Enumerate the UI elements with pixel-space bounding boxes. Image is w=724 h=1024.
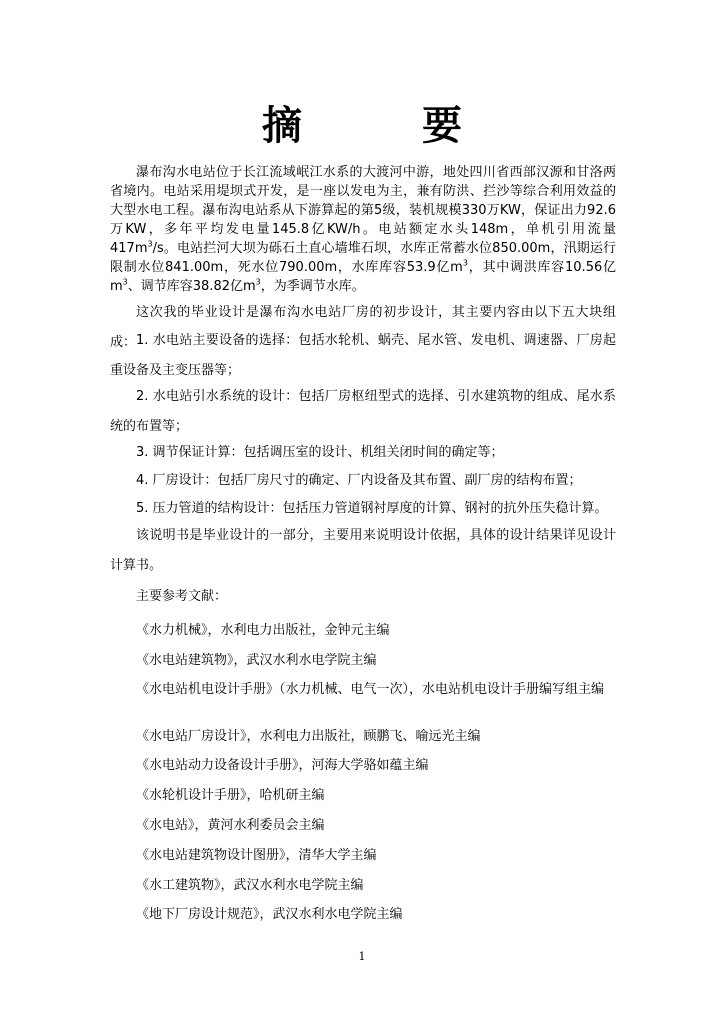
reference-item: 《水电站建筑物》，武汉水利水电学院主编: [136, 653, 377, 668]
reference-item: 《水电站厂房设计》，水利电力出版社，顾鹏飞、喻远光主编: [136, 729, 481, 744]
abstract-paragraph: [110, 163, 616, 296]
reference-item: 《水电站》，黄河水利委员会主编: [136, 818, 325, 833]
abstract-text: 瀑布沟水电站位于长江流域岷江水系的大渡河中游，地处四川省西部汉源和甘洛两省境内。电站采用堤坝式开发，是一座以发电为主，兼有防洪、拦沙等综合利用效益的大型水电工程。瀑布沟电站系从下游算起的第5级，装机规模330万KW，保证出力92.6万KW，多年平均发电量145.8亿KW/h。电站额定水头148m，单机引用流量417m: [110, 165, 616, 256]
design-item-2: 2. 水电站引水系统的设计：包括厂房枢纽型式的选择、引水建筑物的组成、尾水系统的布置等；: [110, 389, 616, 434]
reference-item: 《水电站建筑物设计图册》，清华大学主编: [136, 848, 377, 863]
abstract-text: ，为季调节水库。: [260, 279, 365, 294]
design-closing: 该说明书是毕业设计的一部分，主要用来说明设计依据，具体的设计结果详见设计计算书。: [110, 528, 616, 573]
reference-item: 《水轮机设计手册》，哈机研主编: [136, 788, 325, 803]
superscript: 3: [462, 258, 468, 268]
reference-item: 《水工建筑物》，武汉水利水电学院主编: [136, 878, 364, 893]
design-item-5: 5. 压力管道的结构设计：包括压力管道钢衬厚度的计算、钢衬的抗外压失稳计算。: [136, 501, 608, 516]
reference-item: 《地下厂房设计规范》，武汉水利水电学院主编: [136, 907, 403, 922]
design-item-4: 4. 厂房设计：包括厂房尺寸的确定、厂内设备及其布置、副厂房的结构布置；: [136, 473, 582, 488]
page-title: 摘 要: [262, 103, 502, 149]
page-number: 1: [358, 950, 366, 963]
design-intro: 这次我的毕业设计是瀑布沟水电站厂房的初步设计，其主要内容由以下五大块组成：: [110, 305, 616, 350]
references-heading: 主要参考文献：: [136, 589, 228, 604]
abstract-text: ，其中调洪库容10.56亿m: [110, 260, 616, 294]
design-item-3: 3. 调节保证计算：包括调压室的设计、机组关闭时间的确定等；: [136, 445, 504, 460]
design-item-1: 1. 水电站主要设备的选择：包括水轮机、蜗壳、尾水管、发电机、调速器、厂房起重设备及主变压器等；: [110, 333, 616, 378]
superscript: 3: [147, 239, 153, 249]
reference-item: 《水力机械》，水利电力出版社，金钟元主编: [136, 623, 390, 638]
abstract-text: /s。电站拦河大坝为砾石土直心墙堆石坝，水库正常蓄水位850.00m，汛期运行限制水位841.00m，死水位790.00m，水库库容53.9亿m: [110, 241, 616, 275]
superscript: 3: [122, 277, 128, 287]
superscript: 3: [255, 277, 261, 287]
reference-item: 《水电站动力设备设计手册》，河海大学骆如蕴主编: [136, 758, 429, 773]
reference-item: 《水电站机电设计手册》（水力机械、电气一次），水电站机电设计手册编写组主编: [136, 682, 605, 697]
abstract-text: 、调节库容38.82亿m: [127, 279, 256, 294]
